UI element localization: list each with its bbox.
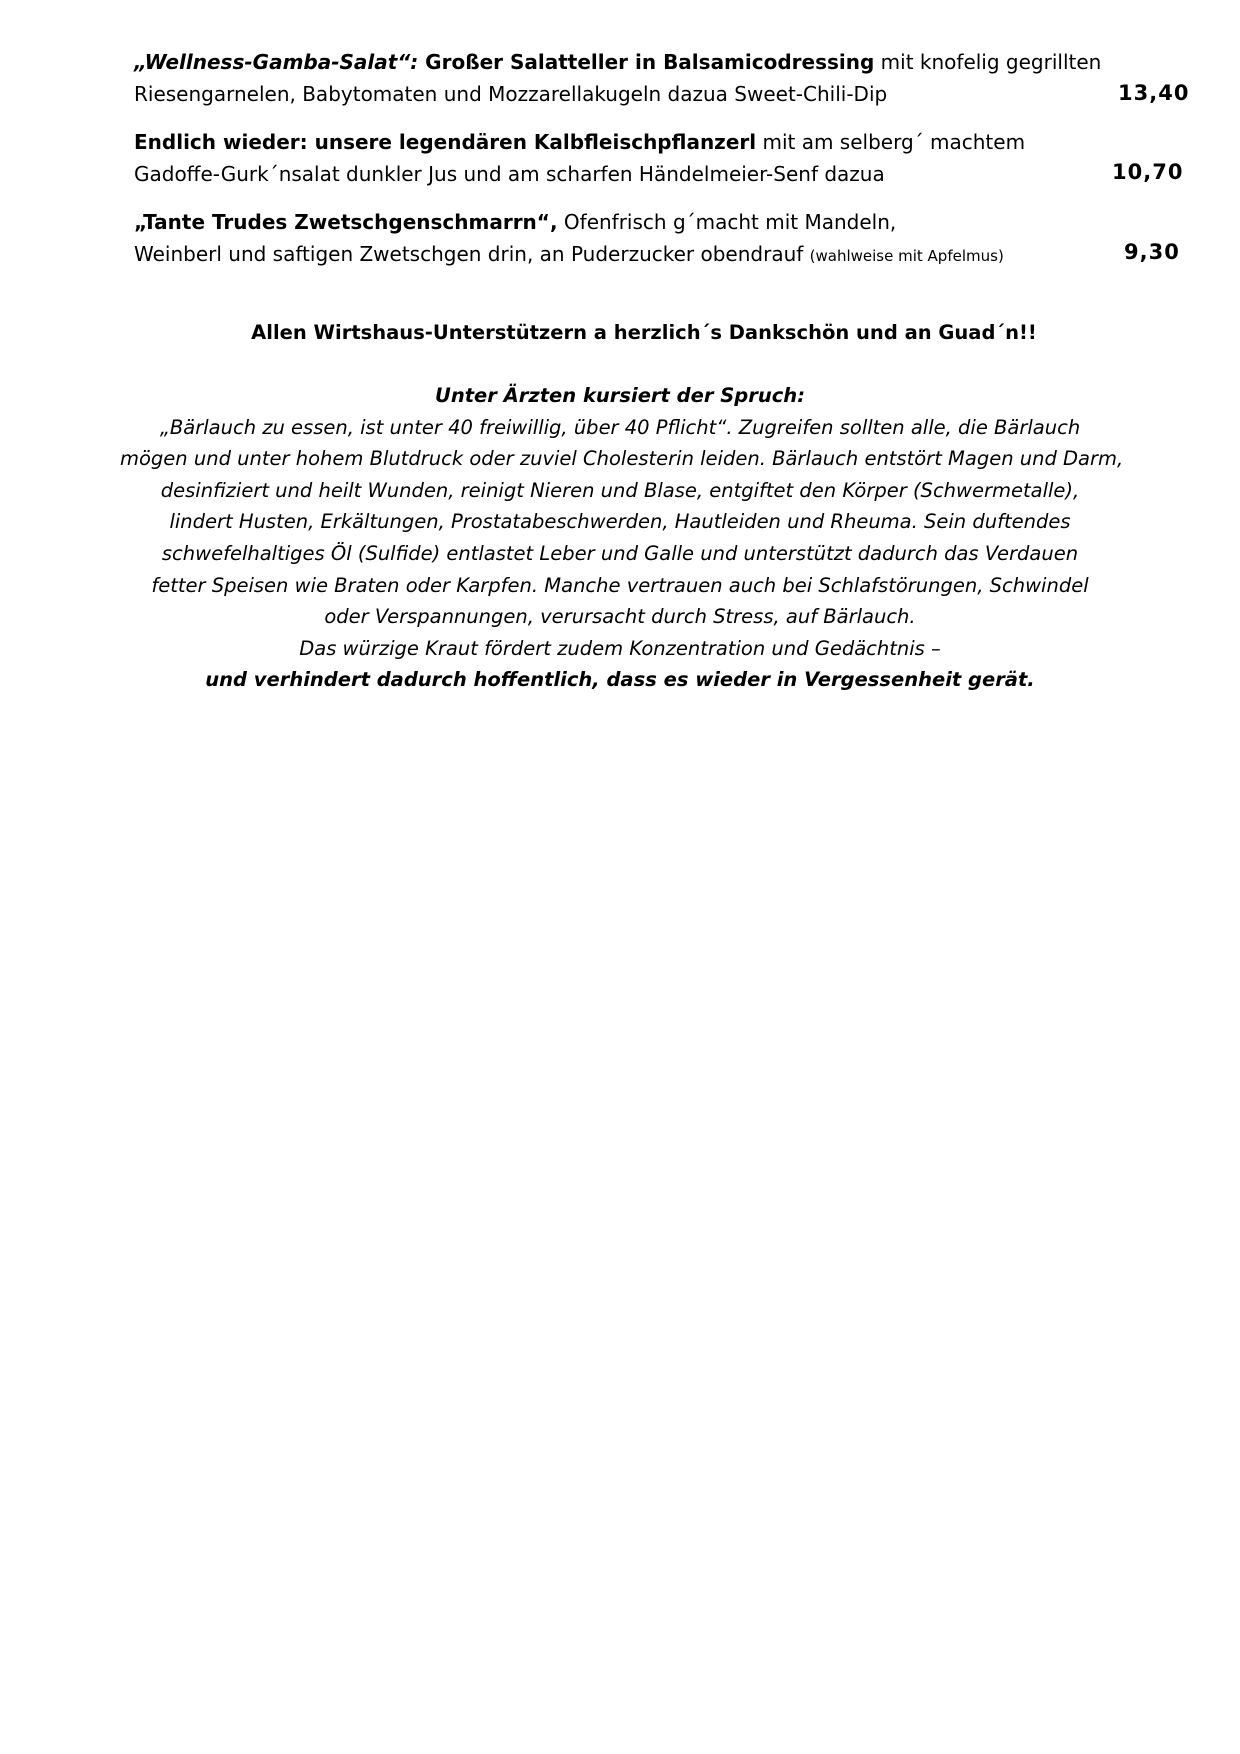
menu-item-name-rest: Großer Salatteller in Balsamicodressing bbox=[425, 50, 875, 74]
quote-line: Das würzige Kraut fördert zudem Konzentration und Gedächtnis – bbox=[299, 636, 941, 660]
menu-item-description: mit am selberg´ machtem bbox=[756, 130, 1026, 154]
menu-item-line-1 bbox=[134, 46, 1184, 78]
menu-item-name: „Tante Trudes Zwetschgenschmarrn“, bbox=[134, 210, 558, 234]
quote-line: mögen und unter hohem Blutdruck oder zuviel Cholesterin leiden. Bärlauch entstört Magen und Darm, bbox=[120, 447, 1124, 471]
menu-item-price: 9,30 bbox=[1124, 240, 1180, 264]
menu-item-description: Ofenfrisch g´macht mit Mandeln, bbox=[557, 210, 897, 234]
quote-line: schwefelhaltiges Öl (Sulfide) entlastet Leber und Galle und unterstützt dadurch das Verdauen bbox=[161, 541, 1079, 565]
menu-item-name: Endlich wieder: unsere legendären Kalbfleischpflanzerl bbox=[134, 130, 757, 154]
quote-line: fetter Speisen wie Braten oder Karpfen. Manche vertrauen auch bei Schlafstörungen, Schwindel bbox=[151, 573, 1089, 597]
thanks-message: Allen Wirtshaus-Unterstützern a herzlich´s Dankschön und an Guad´n!! bbox=[251, 321, 1037, 344]
menu-item-description: Gadoffe-Gurk´nsalat dunkler Jus und am scharfen Händelmeier-Senf dazua bbox=[134, 162, 885, 186]
menu-item-price: 13,40 bbox=[1118, 81, 1190, 105]
menu-item-line-1 bbox=[134, 206, 1184, 238]
menu-item-note: (wahlweise mit Apfelmus) bbox=[809, 247, 1004, 265]
quote-block bbox=[120, 380, 1124, 696]
quote-line: oder Verspannungen, verursacht durch Stress, auf Bärlauch. bbox=[324, 605, 916, 629]
menu-item-name: „Wellness-Gamba-Salat“: bbox=[134, 50, 426, 74]
menu-item-line-2 bbox=[134, 238, 1184, 272]
menu-item-line-1 bbox=[134, 126, 1184, 158]
quote-line: lindert Husten, Erkältungen, Prostatabeschwerden, Hautleiden und Rheuma. Sein duftendes bbox=[169, 510, 1071, 534]
menu-item-kalbfleischpflanzerl bbox=[134, 126, 1184, 190]
menu-item-line-2 bbox=[134, 78, 1184, 110]
menu-item-description: mit knofelig gegrillten bbox=[874, 50, 1102, 74]
menu-item-price: 10,70 bbox=[1112, 160, 1184, 184]
quote-final-line: und verhindert dadurch hoffentlich, dass es wieder in Vergessenheit gerät. bbox=[205, 668, 1035, 692]
quote-line: desinfiziert und heilt Wunden, reinigt Nieren und Blase, entgiftet den Körper (Schwermetalle), bbox=[160, 478, 1080, 502]
menu-item-line-2 bbox=[134, 158, 1184, 190]
menu-item-zwetschgenschmarrn bbox=[134, 206, 1184, 272]
menu-item-gamba-salat bbox=[134, 46, 1184, 110]
quote-line: „Bärlauch zu essen, ist unter 40 freiwillig, über 40 Pflicht“. Zugreifen sollten alle, die Bärlauch bbox=[159, 415, 1081, 439]
menu-item-description: Riesengarnelen, Babytomaten und Mozzarellakugeln dazua Sweet-Chili-Dip bbox=[134, 82, 888, 106]
quote-heading: Unter Ärzten kursiert der Spruch: bbox=[435, 384, 805, 407]
menu-item-description: Weinberl und saftigen Zwetschgen drin, an Puderzucker obendrauf bbox=[134, 242, 810, 266]
